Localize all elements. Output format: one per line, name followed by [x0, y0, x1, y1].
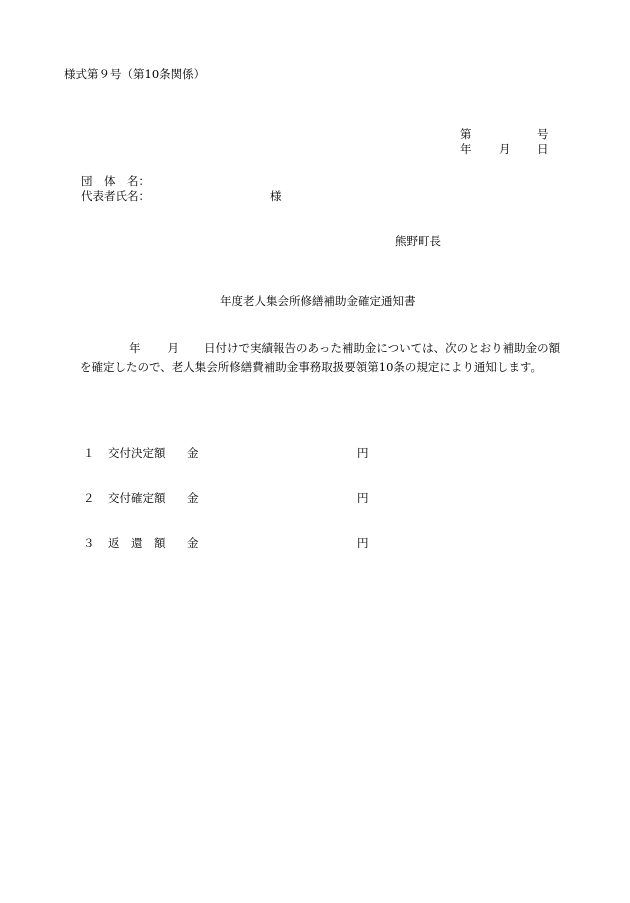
- item-unit: 円: [357, 536, 369, 550]
- document-title: 年度老人集会所修繕補助金確定通知書: [220, 294, 416, 308]
- reference-no-suffix: 号: [537, 127, 549, 141]
- body-paragraph: [80, 339, 562, 377]
- reference-month: 月: [499, 142, 511, 156]
- group-name-label: 団 体 名：: [81, 174, 150, 188]
- reference-year: 年: [460, 142, 472, 156]
- item-label: 交付決定額: [108, 446, 166, 460]
- item-kin: 金: [187, 491, 199, 505]
- item-number: １: [83, 446, 95, 460]
- item-label: 返 還 額: [108, 536, 166, 550]
- representative-label: 代表者氏名：: [81, 189, 150, 203]
- item-kin: 金: [187, 536, 199, 550]
- item-kin: 金: [187, 446, 199, 460]
- issuer: 熊野町長: [395, 234, 441, 248]
- reference-no-prefix: 第: [460, 127, 472, 141]
- body-month: 月: [167, 341, 179, 355]
- body-year: 年: [129, 341, 141, 355]
- item-number: ３: [83, 536, 95, 550]
- reference-day: 日: [537, 142, 549, 156]
- honorific: 様: [270, 189, 282, 203]
- item-number: ２: [83, 491, 95, 505]
- form-id: 様式第９号（第10条関係）: [64, 67, 206, 81]
- item-label: 交付確定額: [108, 491, 166, 505]
- body-text: 日付けで実績報告のあった補助金については、次のとおり補助金の額を確定したので、老人集会所修繕費補助金事務取扱要領第10条の規定により通知します。: [80, 341, 561, 374]
- item-unit: 円: [357, 491, 369, 505]
- item-unit: 円: [357, 446, 369, 460]
